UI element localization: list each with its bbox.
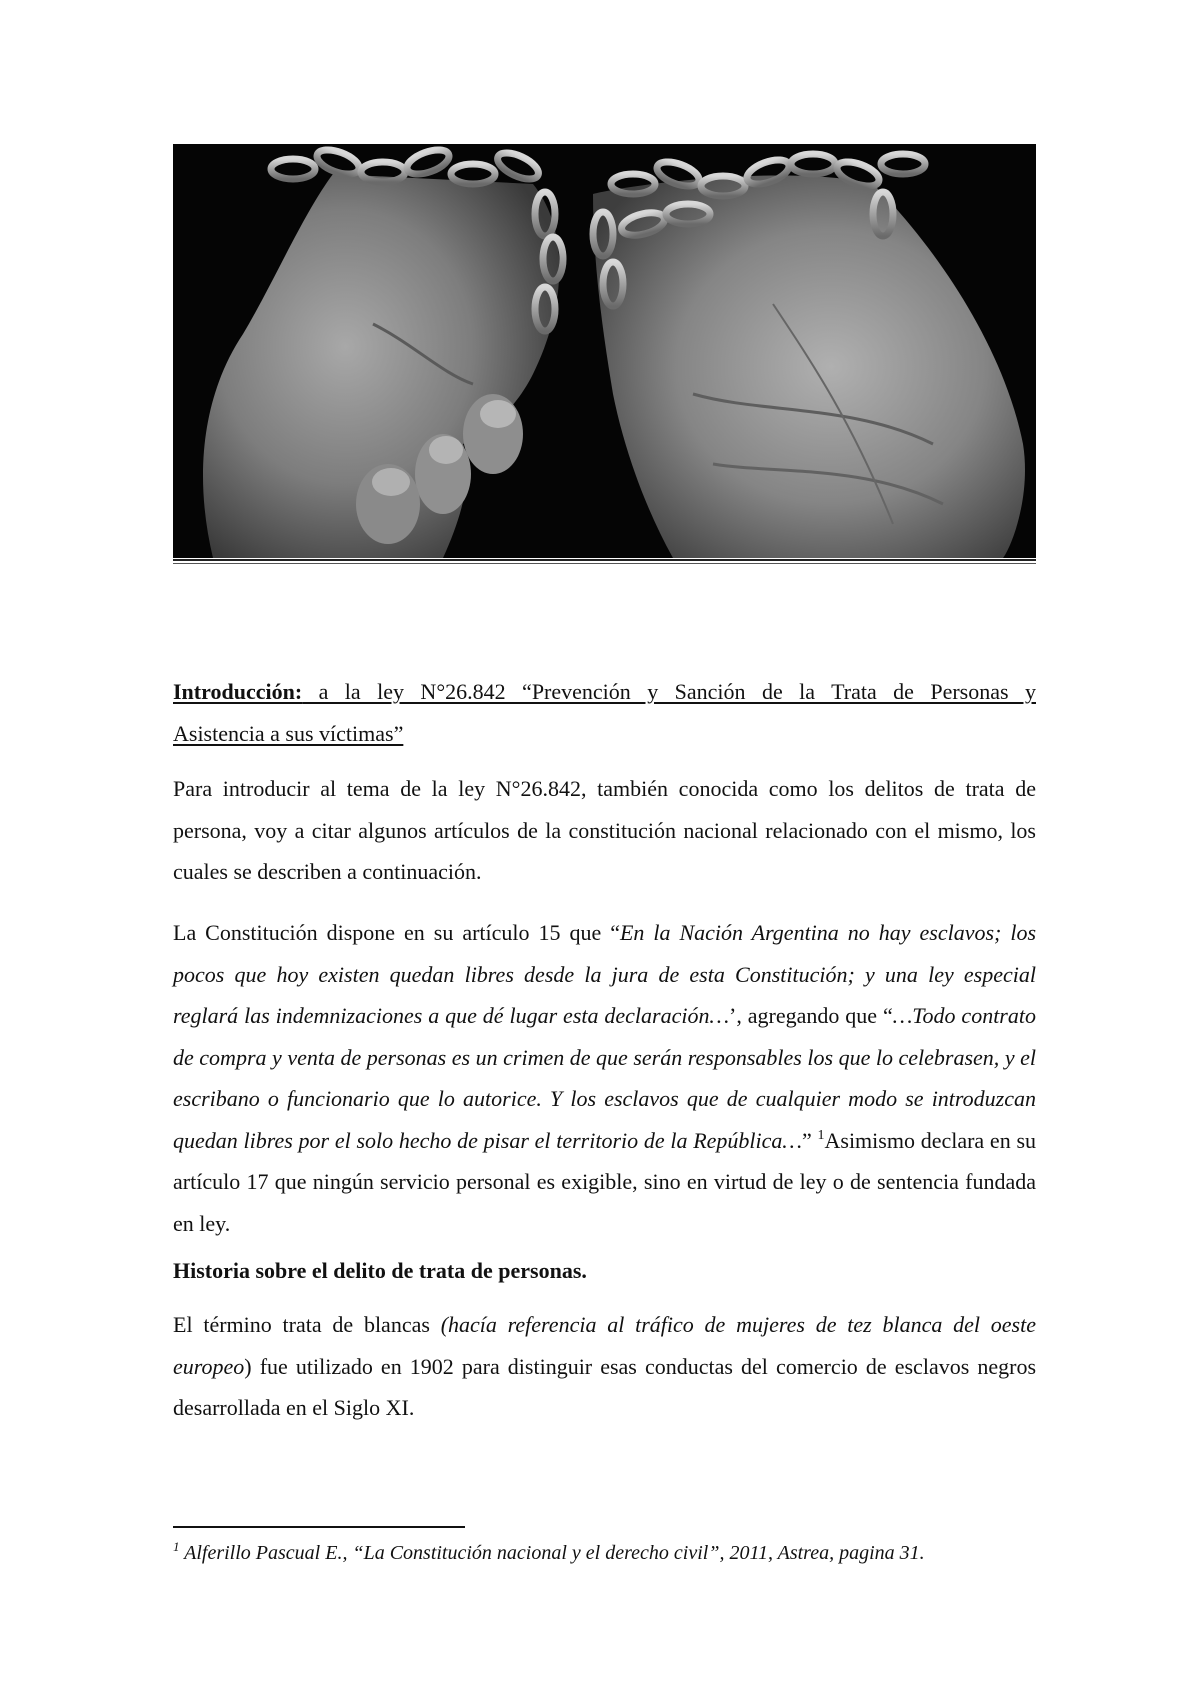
intro-title <box>173 671 1036 754</box>
paragraph-constitution <box>173 912 1036 1244</box>
para3-lead: El término trata de blancas <box>173 1312 441 1337</box>
chained-hands-photo <box>173 144 1036 558</box>
photo-bottom-rule <box>173 559 1036 561</box>
para2-quote1: En la Nación Argentina no hay esclavos; los pocos que hoy existen quedan libres desde la jura de esta Constitución; y una ley especial reglará las indemnizaciones a que dé lugar esta declaración… <box>173 920 1037 1028</box>
section-heading: Historia sobre el delito de trata de personas. <box>173 1258 587 1283</box>
intro-title-line2: Asistencia a sus víctimas” <box>173 720 404 746</box>
intro-title-line1: a la ley N°26.842 “Prevención y Sanción de la Trata de Personas y <box>302 679 1036 704</box>
footnote-text: Alferillo Pascual E., “La Constitución nacional y el derecho civil”, 2011, Astrea, pagina 31. <box>179 1542 925 1564</box>
paragraph-history <box>173 1304 1036 1429</box>
footnote-separator <box>173 1526 465 1528</box>
para2-mid: ’, agregando que “ <box>729 1003 893 1028</box>
para3-italic: (hacía referencia al tráfico de mujeres de tez blanca del oeste europeo <box>173 1312 1036 1379</box>
paragraph-intro-text: Para introducir al tema de la ley N°26.842, también conocida como los delitos de trata de persona, voy a citar algunos artículos de la constitución nacional relacionado con el mismo, los cuales se describen a continuación. <box>173 776 1036 884</box>
para3-tail: ) fue utilizado en 1902 para distinguir esas conductas del comercio de esclavos negros desarrollada en el Siglo XI. <box>173 1353 1036 1420</box>
photo-bottom-rule-thin <box>173 563 1036 564</box>
para2-lead: La Constitución dispone en su artículo 15 que “ <box>173 920 620 945</box>
intro-label: Introducción: <box>173 679 303 704</box>
footnote-ref[interactable]: 1 <box>817 1127 825 1143</box>
footnote-number: 1 <box>173 1539 180 1554</box>
footnote <box>173 1538 1053 1568</box>
para2-tail: Asimismo declara en su artículo 17 que ningún servicio personal es exigible, sino en virtud de ley o de sentencia fundada en ley. <box>173 1127 1037 1236</box>
para2-quote2: …Todo contrato de compra y venta de personas es un crimen de que serán responsables los que lo celebrasen, y el escribano o funcionario que lo autorice. Y los esclavos que de cualquier modo se introduzcan quedan libres por el solo hecho de pisar el territorio de la República… <box>173 1003 1036 1153</box>
paragraph-intro <box>173 768 1036 893</box>
para2-close: ” <box>801 1127 818 1153</box>
